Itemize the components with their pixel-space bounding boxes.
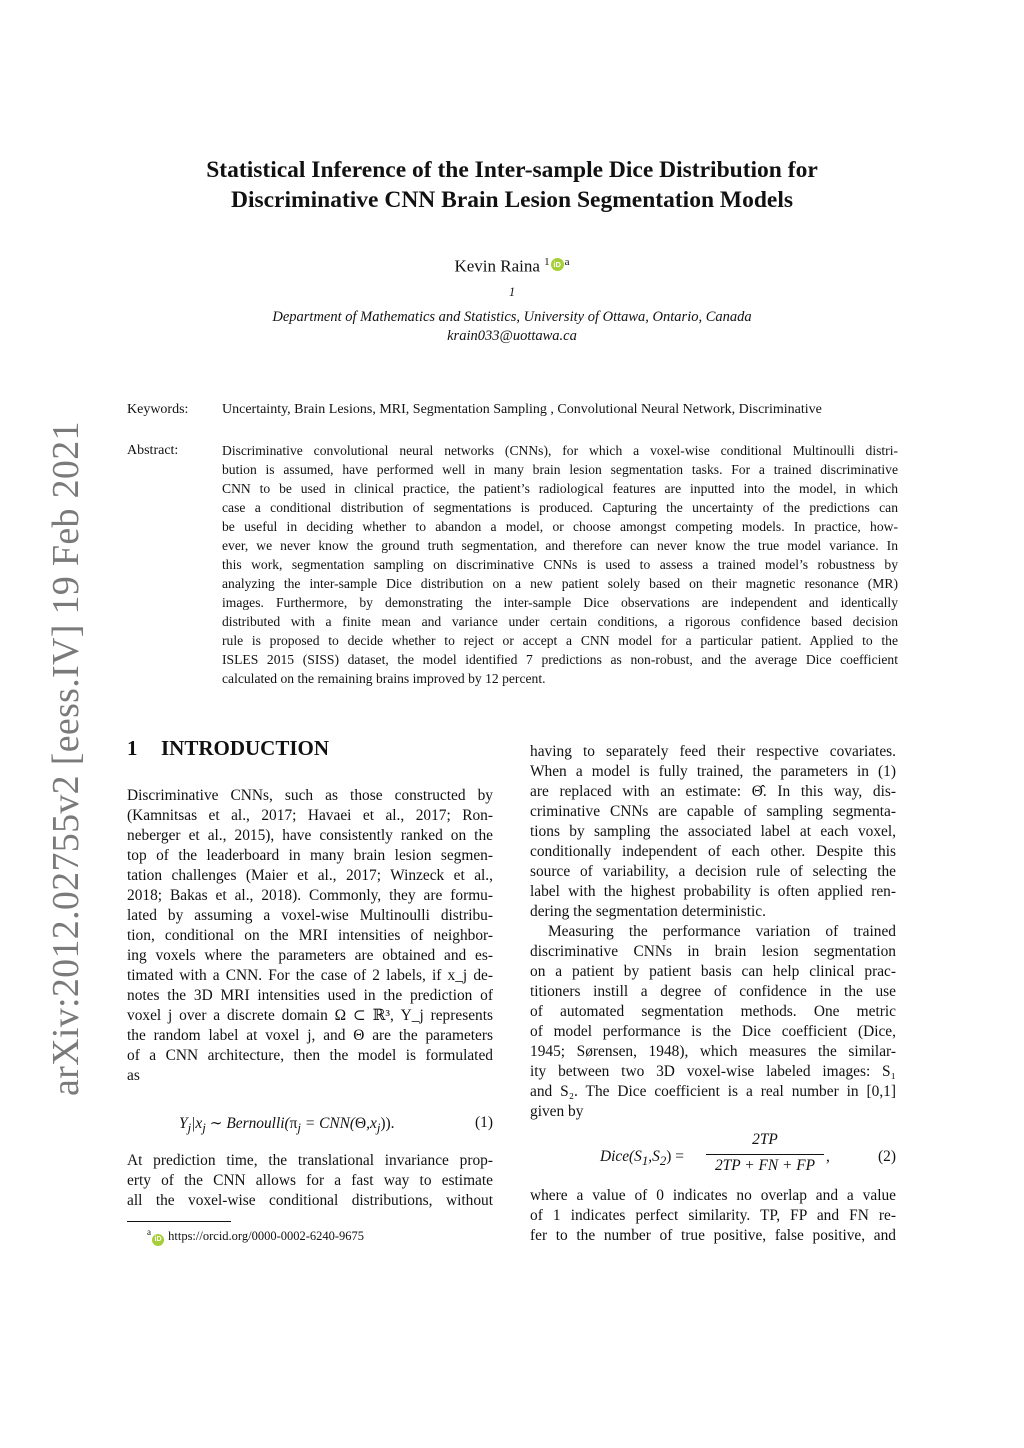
affiliation-email[interactable]: krain033@uottawa.ca	[447, 327, 577, 344]
abstract-line: analyzing the inter-sample Dice distribution on a new patient solely based on their magnetic resonance (MR)	[222, 576, 898, 591]
text-line: timated with a CNN. For the case of 2 labels, if x_j de-	[127, 967, 493, 984]
section-title: INTRODUCTION	[161, 736, 330, 760]
abstract-line: case a conditional distribution of segmentations is produced. Capturing the uncertainty of the predictions can	[222, 500, 898, 515]
text-line: tation challenges (Maier et al., 2017; Winzeck et al.,	[127, 867, 493, 884]
text-line: of 1 indicates perfect similarity. TP, FP and FN re-	[530, 1207, 896, 1224]
title-line: Statistical Inference of the Inter-sample Dice Distribution for	[206, 157, 818, 183]
author-affil-mark: 1	[544, 256, 550, 268]
section-heading	[127, 736, 329, 761]
footnote-mark: a	[147, 1227, 151, 1237]
equation-2-fraction	[706, 1131, 824, 1177]
abstract-label: Abstract:	[127, 443, 179, 458]
arxiv-identifier: arXiv:2012.02755v2 [eess.IV] 19 Feb 2021	[45, 421, 87, 1096]
text-line: ity between two 3D voxel-wise labeled images: S₁	[530, 1063, 896, 1080]
author-line	[0, 256, 1024, 277]
text-line: At prediction time, the translational invariance prop-	[127, 1152, 493, 1169]
abstract-line: Discriminative convolutional neural networks (CNNs), for which a voxel-wise conditional Multinoulli distri-	[222, 443, 898, 458]
text-line: top of the leaderboard in many brain lesion segmen-	[127, 847, 493, 864]
abstract-line: images. Furthermore, by demonstrating the inter-sample Dice observations are independent and identically	[222, 595, 898, 610]
author-name: Kevin Raina	[454, 256, 540, 276]
footnote-url[interactable]: https://orcid.org/0000-0002-6240-9675	[168, 1229, 365, 1244]
equation-2-comma: ,	[826, 1148, 830, 1165]
right-column-paragraph-2	[530, 1186, 896, 1246]
abstract-line: ever, we never know the ground truth segmentation, and therefore can never know the true model variance. In	[222, 538, 898, 553]
abstract-line: distributed with a finite mean and variance under certain conditions, a rigorous confidence based decision	[222, 614, 898, 629]
orcid-icon[interactable]: iD	[551, 258, 564, 271]
affiliation-mark: 1	[508, 285, 516, 299]
abstract-line: be useful in deciding whether to abandon a model, or choose amongst competing models. In practice, how-	[222, 519, 898, 534]
text-line: of a CNN architecture, then the model is formulated	[127, 1047, 493, 1064]
text-line: tion, conditional on the MRI intensities of neighbor-	[127, 927, 493, 944]
fraction-bar	[706, 1154, 824, 1155]
text-line: source of variability, a decision rule of selecting the	[530, 863, 896, 880]
keywords-label: Keywords:	[127, 402, 189, 417]
affiliation-department: $^1$ Department of Mathematics and Statistics, University of Ottawa, Ontario, Canada	[272, 285, 752, 325]
text-line: given by	[530, 1103, 584, 1120]
abstract-body	[222, 441, 898, 688]
affiliation	[0, 283, 1024, 346]
text-line: dering the segmentation deterministic.	[530, 903, 766, 920]
text-line: and S₂. The Dice coefficient is a real number in [0,1]	[530, 1083, 896, 1100]
abstract-line: bution is assumed, have performed well in many brain lesion segmentation tasks. For a trained discriminative	[222, 462, 898, 477]
text-line: ing voxels where the parameters are obtained and es-	[127, 947, 493, 964]
text-line: voxel j over a discrete domain Ω ⊂ ℝ³, Y_j represents	[127, 1007, 493, 1024]
text-line: label with the highest probability is often applied ren-	[530, 883, 896, 900]
equation-2-numerator: 2TP	[752, 1131, 778, 1148]
text-line: the random label at voxel j, and Θ are the parameters	[127, 1027, 493, 1044]
section-number: 1	[127, 736, 138, 760]
text-line: 1945; Sørensen, 1948), which measures the similar-	[530, 1043, 896, 1060]
text-line: erty of the CNN allows for a fast way to estimate	[127, 1172, 493, 1189]
abstract-line: rule is proposed to decide whether to reject or accept a CNN model for a particular patient. Applied to the	[222, 633, 898, 648]
text-line: tions by sampling the associated label at each voxel,	[530, 823, 896, 840]
equation-1-number: (1)	[475, 1114, 493, 1131]
text-line: Discriminative CNNs, such as those constructed by	[127, 787, 493, 804]
text-line: are replaced with an estimate: Θ̂. In this way, dis-	[530, 783, 896, 800]
text-line: When a model is fully trained, the parameters in (1)	[530, 763, 896, 780]
text-line: notes the 3D MRI intensities used in the prediction of	[127, 987, 493, 1004]
text-line: lated by assuming a voxel-wise Multinoulli distribu-	[127, 907, 493, 924]
text-line: (Kamnitsas et al., 2017; Havaei et al., 2017; Ron-	[127, 807, 493, 824]
equation-2-denominator: 2TP + FN + FP	[714, 1157, 815, 1174]
equation-2-lhs: $Dice(S_1,S_2)$ =	[600, 1148, 684, 1169]
text-line: of model performance is the Dice coefficient (Dice,	[530, 1023, 896, 1040]
text-line: conditionally independent of each other. Despite this	[530, 843, 896, 860]
text-line: all the voxel-wise conditional distributions, without	[127, 1192, 493, 1209]
text-line: having to separately feed their respective covariates.	[530, 743, 896, 760]
left-column-paragraph	[127, 786, 493, 1086]
text-line: discriminative CNNs in brain lesion segmentation	[530, 943, 896, 960]
abstract-line: ISLES 2015 (SISS) dataset, the model identified 7 predictions as non-robust, and the average Dice coefficient	[222, 652, 898, 667]
text-line: on a patient by patient basis can help clinical prac-	[530, 963, 896, 980]
text-line: as	[127, 1067, 140, 1084]
footnote-rule	[127, 1221, 231, 1222]
equation-2-number: (2)	[878, 1148, 896, 1165]
text-line: fer to the number of true positive, false positive, and	[530, 1227, 896, 1244]
text-line: of automated segmentation methods. One metric	[530, 1003, 896, 1020]
text-line: criminative CNNs are capable of sampling segmenta-	[530, 803, 896, 820]
text-line: 2018; Bakas et al., 2018). Commonly, they are formu-	[127, 887, 493, 904]
equation-1-body: $Y_j|x_j$ ∼ $Bernoulli(\pi_j = CNN(\Theta,x_j))$.	[179, 1115, 395, 1136]
right-column-paragraph	[530, 742, 896, 1122]
footnote	[147, 1227, 364, 1246]
abstract-line: this work, segmentation sampling on discriminative CNNs is used to assess a trained model’s robustness by	[222, 557, 898, 572]
text-line: Measuring the performance variation of trained	[548, 923, 896, 940]
abstract-line: CNN to be used in clinical practice, the patient’s radiological features are inputted into the model, in which	[222, 481, 898, 496]
equation-2	[530, 1131, 896, 1181]
title-line: Discriminative CNN Brain Lesion Segmentation Models	[230, 187, 793, 213]
left-column-paragraph-2	[127, 1151, 493, 1211]
text-line: where a value of 0 indicates no overlap and a value	[530, 1187, 896, 1204]
text-line: neberger et al., 2015), have consistently ranked on the	[127, 827, 493, 844]
author-footnote-mark: a	[564, 256, 570, 268]
keywords-text: Uncertainty, Brain Lesions, MRI, Segmentation Sampling , Convolutional Neural Network, Discriminative	[222, 402, 822, 417]
text-line: titioners instill a degree of confidence in the use	[530, 983, 896, 1000]
paper-title	[120, 155, 904, 215]
abstract-line: calculated on the remaining brains improved by 12 percent.	[222, 671, 546, 686]
orcid-icon: iD	[152, 1234, 164, 1246]
